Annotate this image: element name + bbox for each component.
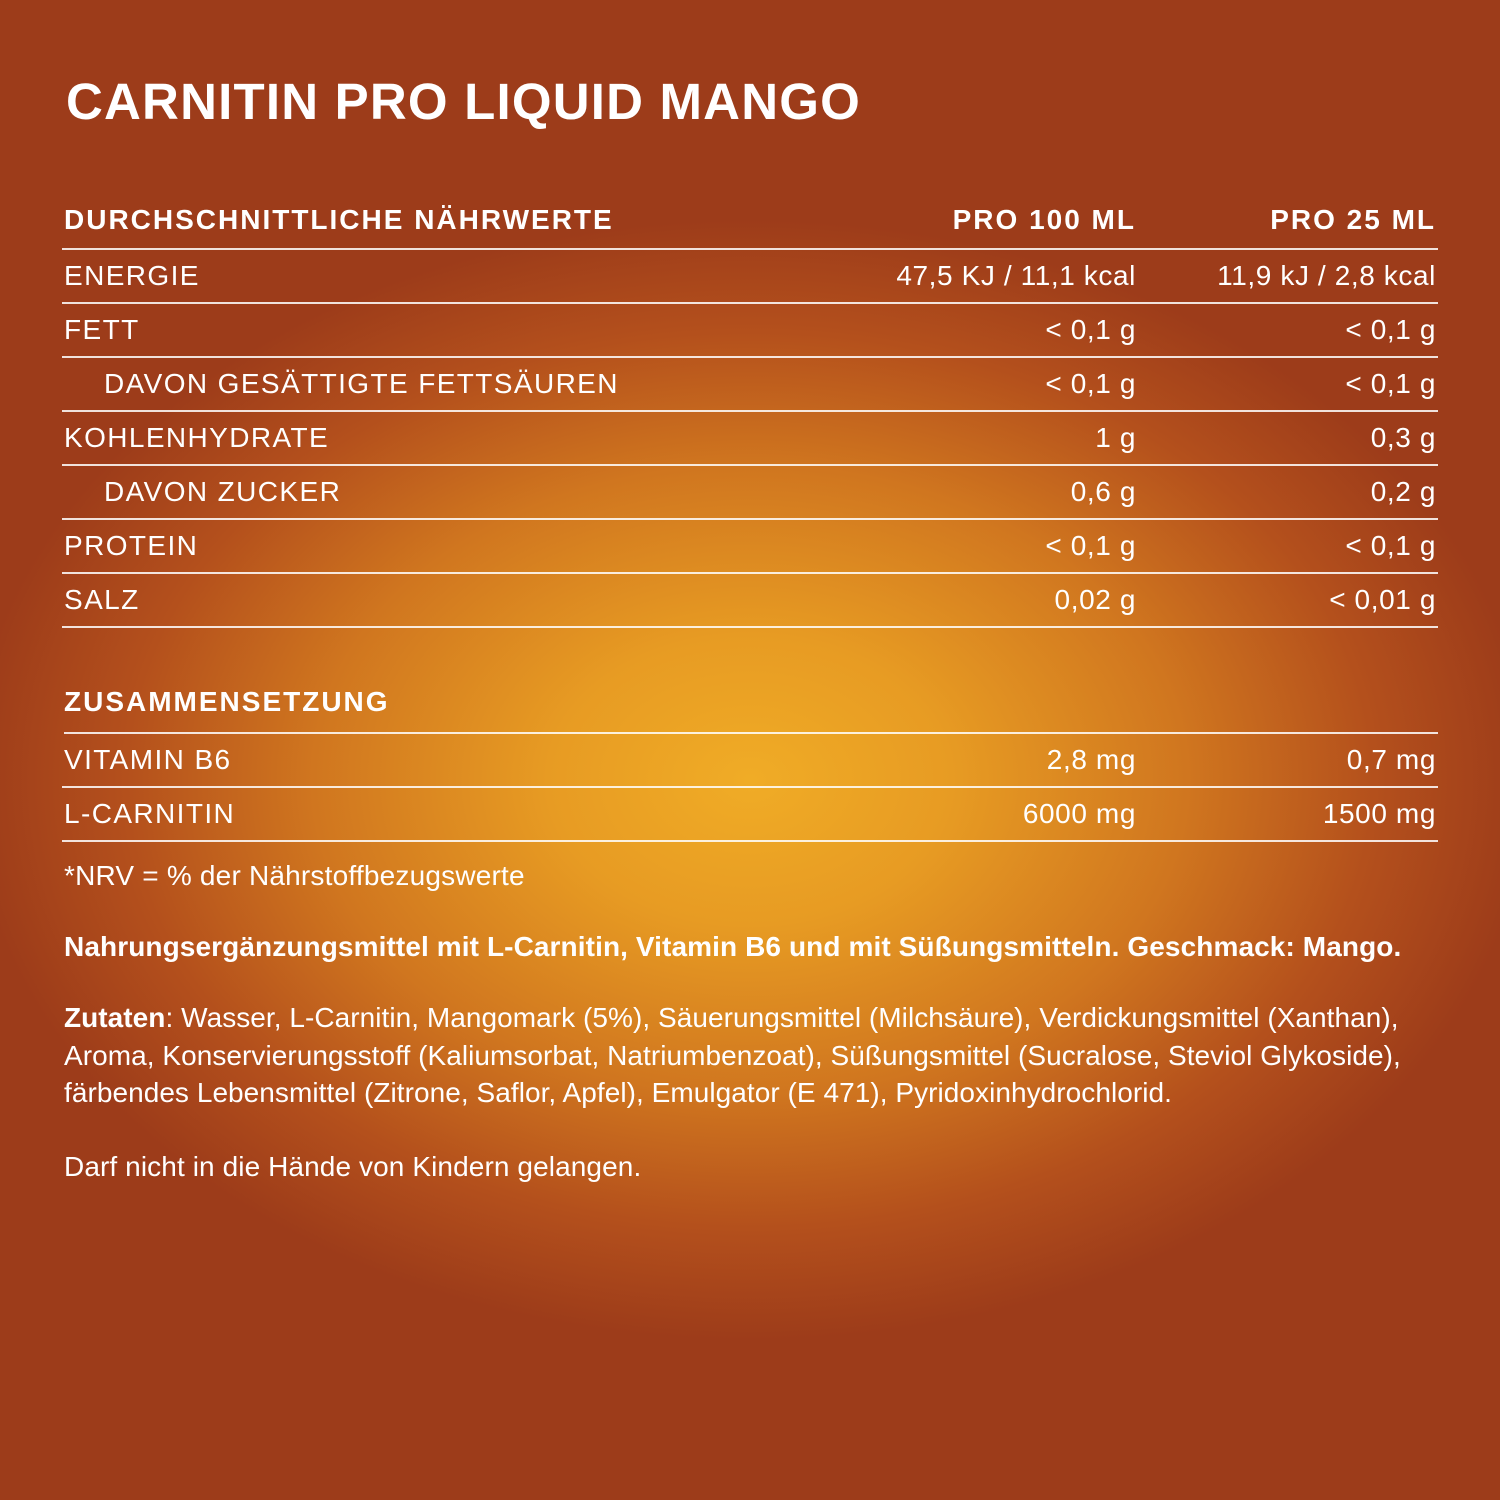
nutrient-value-25ml: < 0,1 g [1345, 530, 1436, 562]
column-header-per-100ml: PRO 100 ML [952, 204, 1136, 236]
nutrient-label: SALZ [64, 584, 140, 616]
nutrient-value-100ml: < 0,1 g [1045, 314, 1136, 346]
table-row [62, 466, 1438, 520]
nutrient-label: ENERGIE [64, 260, 200, 292]
nrv-footnote: *NRV = % der Nährstoffbezugswerte [64, 860, 525, 892]
nutrition-table [62, 194, 1438, 628]
table-row [62, 304, 1438, 358]
nutrient-value-100ml: < 0,1 g [1045, 368, 1136, 400]
composition-table [62, 734, 1438, 842]
nutrient-value-100ml: < 0,1 g [1045, 530, 1136, 562]
nutrient-value-25ml: 0,3 g [1370, 422, 1436, 454]
table-header-row [62, 194, 1438, 250]
nutrient-value-25ml: < 0,1 g [1345, 314, 1436, 346]
nutrient-label: PROTEIN [64, 530, 199, 562]
nutrient-value-100ml: 0,6 g [1070, 476, 1136, 508]
nutrient-value-100ml: 47,5 KJ / 11,1 kcal [896, 260, 1136, 292]
ingredients-label: Zutaten [64, 1002, 166, 1034]
nutrient-value-100ml: 0,02 g [1054, 584, 1136, 616]
column-header-per-25ml: PRO 25 ML [1270, 204, 1436, 236]
table-row [62, 358, 1438, 412]
ingredient-label: L-CARNITIN [64, 798, 236, 830]
ingredient-value-100ml: 2,8 mg [1046, 744, 1136, 776]
ingredient-value-25ml: 0,7 mg [1346, 744, 1436, 776]
nutrient-value-25ml: 11,9 kJ / 2,8 kcal [1217, 260, 1436, 292]
column-header-label: DURCHSCHNITTLICHE NÄHRWERTE [64, 204, 614, 236]
safety-warning: Darf nicht in die Hände von Kindern gelangen. [64, 1151, 642, 1183]
nutrient-label: FETT [64, 314, 140, 346]
table-row [62, 788, 1438, 842]
ingredients-paragraph [64, 999, 1438, 1111]
nutrient-label: KOHLENHYDRATE [64, 422, 330, 454]
ingredient-label: VITAMIN B6 [64, 744, 232, 776]
composition-section-title: ZUSAMMENSETZUNG [64, 686, 1438, 734]
nutrient-label: DAVON GESÄTTIGTE FETTSÄUREN [104, 368, 619, 400]
nutrient-value-25ml: 0,2 g [1370, 476, 1436, 508]
product-description: Nahrungsergänzungsmittel mit L-Carnitin, Vitamin B6 und mit Süßungsmitteln. Geschmack: Mango. [64, 931, 1402, 963]
nutrient-value-25ml: < 0,01 g [1329, 584, 1436, 616]
ingredients-text: : Wasser, L-Carnitin, Mangomark (5%), Säuerungsmittel (Milchsäure), Verdickungsmittel (Xanthan), Aroma, Konservierungsstoff (Kaliumsorbat, Natriumbenzoat), Süßungsmittel (Sucralose, Steviol Glykoside), färbendes Lebensmittel (Zitrone, Saflor, Apfel), Emulgator (E 471), Pyridoxinhydrochlorid. [64, 1002, 1401, 1108]
table-row [62, 734, 1438, 788]
table-row [62, 250, 1438, 304]
table-row [62, 520, 1438, 574]
ingredient-value-25ml: 1500 mg [1322, 798, 1436, 830]
nutrient-value-100ml: 1 g [1095, 422, 1136, 454]
ingredient-value-100ml: 6000 mg [1022, 798, 1136, 830]
table-row [62, 574, 1438, 628]
nutrient-value-25ml: < 0,1 g [1345, 368, 1436, 400]
page-title: CARNITIN PRO LIQUID MANGO [66, 73, 861, 130]
table-row [62, 412, 1438, 466]
nutrient-label: DAVON ZUCKER [104, 476, 342, 508]
